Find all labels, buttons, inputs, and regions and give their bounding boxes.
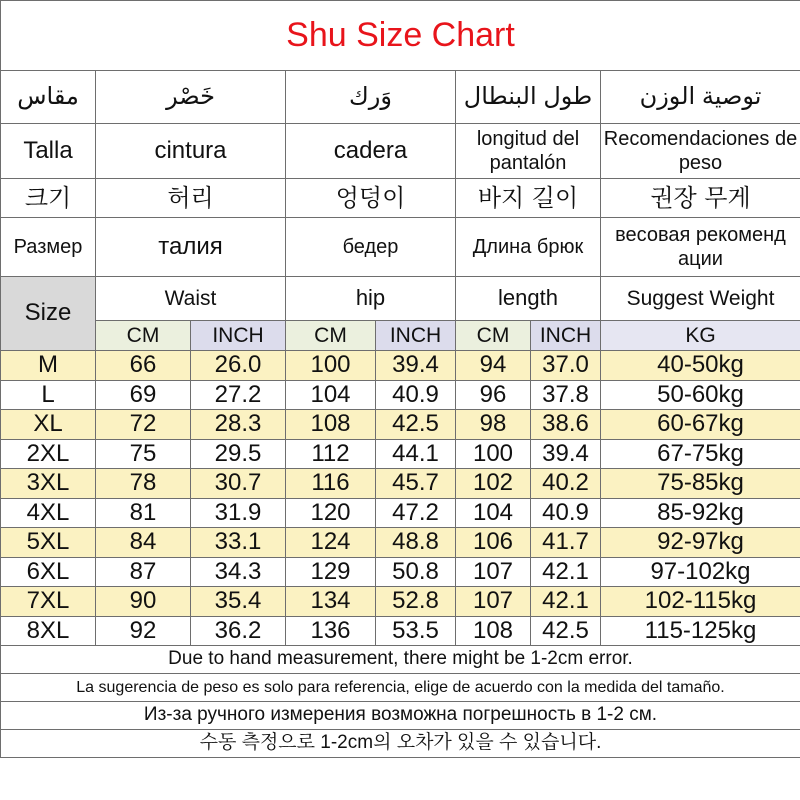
table-cell: 39.4 — [530, 439, 601, 469]
table-cell: 100 — [285, 350, 376, 381]
table-cell: 37.8 — [530, 380, 601, 410]
table-cell: 45.7 — [375, 468, 456, 499]
table-cell: 27.2 — [190, 380, 286, 410]
size-cell: 3XL — [0, 468, 96, 499]
table-cell: 102-115kg — [600, 586, 800, 617]
table-cell: 98 — [455, 409, 531, 440]
size-cell: L — [0, 380, 96, 410]
table-cell: 69 — [95, 380, 191, 410]
table-cell: 33.1 — [190, 527, 286, 558]
size-cell: 8XL — [0, 616, 96, 646]
unit-header-cm: CM — [95, 320, 191, 351]
korean-length-label: 바지 길이 — [455, 178, 601, 218]
unit-header-inch: INCH — [530, 320, 601, 351]
table-cell: 39.4 — [375, 350, 456, 381]
note-1: Due to hand measurement, there might be 1-2cm error. — [0, 645, 800, 674]
table-cell: 108 — [455, 616, 531, 646]
size-header: Size — [0, 276, 96, 351]
table-cell: 78 — [95, 468, 191, 499]
arabic-waist-label: خَصْر — [95, 70, 286, 124]
table-cell: 42.1 — [530, 557, 601, 587]
weight-header: Suggest Weight — [600, 276, 800, 321]
table-cell: 102 — [455, 468, 531, 499]
size-cell: M — [0, 350, 96, 381]
table-cell: 81 — [95, 498, 191, 528]
table-cell: 42.5 — [530, 616, 601, 646]
table-cell: 94 — [455, 350, 531, 381]
table-cell: 108 — [285, 409, 376, 440]
note-2: La sugerencia de peso es solo para referencia, elige de acuerdo con la medida del tamaño. — [0, 673, 800, 702]
korean-weight-label: 권장 무게 — [600, 178, 800, 218]
table-cell: 134 — [285, 586, 376, 617]
spanish-waist-label: cintura — [95, 123, 286, 179]
arabic-size-label: مقاس — [0, 70, 96, 124]
table-cell: 104 — [285, 380, 376, 410]
table-cell: 129 — [285, 557, 376, 587]
size-cell: 6XL — [0, 557, 96, 587]
size-cell: 7XL — [0, 586, 96, 617]
table-cell: 48.8 — [375, 527, 456, 558]
table-cell: 38.6 — [530, 409, 601, 440]
korean-hip-label: 엉덩이 — [285, 178, 456, 218]
table-cell: 40.9 — [375, 380, 456, 410]
table-cell: 40.9 — [530, 498, 601, 528]
table-cell: 75-85kg — [600, 468, 800, 499]
unit-header-cm: CM — [455, 320, 531, 351]
table-cell: 40.2 — [530, 468, 601, 499]
table-cell: 40-50kg — [600, 350, 800, 381]
arabic-weight-label: توصية الوزن — [600, 70, 800, 124]
spanish-length-label: longitud del pantalón — [455, 123, 601, 179]
russian-weight-label: весовая рекоменд ации — [600, 217, 800, 277]
table-cell: 100 — [455, 439, 531, 469]
table-cell: 107 — [455, 557, 531, 587]
arabic-hip-label: وَرك — [285, 70, 456, 124]
table-cell: 50-60kg — [600, 380, 800, 410]
spanish-weight-label: Recomendaciones de peso — [600, 123, 800, 179]
unit-header-inch: INCH — [190, 320, 286, 351]
table-cell: 85-92kg — [600, 498, 800, 528]
arabic-length-label: طول البنطال — [455, 70, 601, 124]
note-4: 수동 측정으로 1-2cm의 오차가 있을 수 있습니다. — [0, 729, 800, 758]
russian-waist-label: талия — [95, 217, 286, 277]
table-cell: 35.4 — [190, 586, 286, 617]
table-cell: 97-102kg — [600, 557, 800, 587]
table-cell: 47.2 — [375, 498, 456, 528]
table-cell: 26.0 — [190, 350, 286, 381]
unit-header-kg: KG — [600, 320, 800, 351]
hip-header: hip — [285, 276, 456, 321]
table-cell: 72 — [95, 409, 191, 440]
table-cell: 37.0 — [530, 350, 601, 381]
table-cell: 29.5 — [190, 439, 286, 469]
korean-waist-label: 허리 — [95, 178, 286, 218]
table-cell: 107 — [455, 586, 531, 617]
table-cell: 90 — [95, 586, 191, 617]
unit-header-cm: CM — [285, 320, 376, 351]
table-cell: 96 — [455, 380, 531, 410]
table-cell: 60-67kg — [600, 409, 800, 440]
russian-length-label: Длина брюк — [455, 217, 601, 277]
table-cell: 34.3 — [190, 557, 286, 587]
table-cell: 84 — [95, 527, 191, 558]
table-cell: 87 — [95, 557, 191, 587]
table-cell: 28.3 — [190, 409, 286, 440]
russian-size-label: Размер — [0, 217, 96, 277]
size-cell: 2XL — [0, 439, 96, 469]
chart-title: Shu Size Chart — [0, 0, 800, 71]
table-cell: 53.5 — [375, 616, 456, 646]
table-cell: 104 — [455, 498, 531, 528]
unit-header-inch: INCH — [375, 320, 456, 351]
size-cell: 4XL — [0, 498, 96, 528]
table-cell: 42.5 — [375, 409, 456, 440]
table-cell: 124 — [285, 527, 376, 558]
spanish-hip-label: cadera — [285, 123, 456, 179]
table-cell: 136 — [285, 616, 376, 646]
table-cell: 50.8 — [375, 557, 456, 587]
table-cell: 92 — [95, 616, 191, 646]
table-cell: 44.1 — [375, 439, 456, 469]
table-cell: 75 — [95, 439, 191, 469]
table-cell: 112 — [285, 439, 376, 469]
table-cell: 36.2 — [190, 616, 286, 646]
spanish-size-label: Talla — [0, 123, 96, 179]
table-cell: 41.7 — [530, 527, 601, 558]
table-cell: 42.1 — [530, 586, 601, 617]
note-3: Из-за ручного измерения возможна погрешность в 1-2 см. — [0, 701, 800, 730]
table-cell: 106 — [455, 527, 531, 558]
table-cell: 31.9 — [190, 498, 286, 528]
table-cell: 52.8 — [375, 586, 456, 617]
table-cell: 120 — [285, 498, 376, 528]
russian-hip-label: бедер — [285, 217, 456, 277]
size-cell: XL — [0, 409, 96, 440]
table-cell: 66 — [95, 350, 191, 381]
table-cell: 115-125kg — [600, 616, 800, 646]
table-cell: 116 — [285, 468, 376, 499]
waist-header: Waist — [95, 276, 286, 321]
table-cell: 92-97kg — [600, 527, 800, 558]
table-cell: 67-75kg — [600, 439, 800, 469]
korean-size-label: 크기 — [0, 178, 96, 218]
table-cell: 30.7 — [190, 468, 286, 499]
size-cell: 5XL — [0, 527, 96, 558]
length-header: length — [455, 276, 601, 321]
